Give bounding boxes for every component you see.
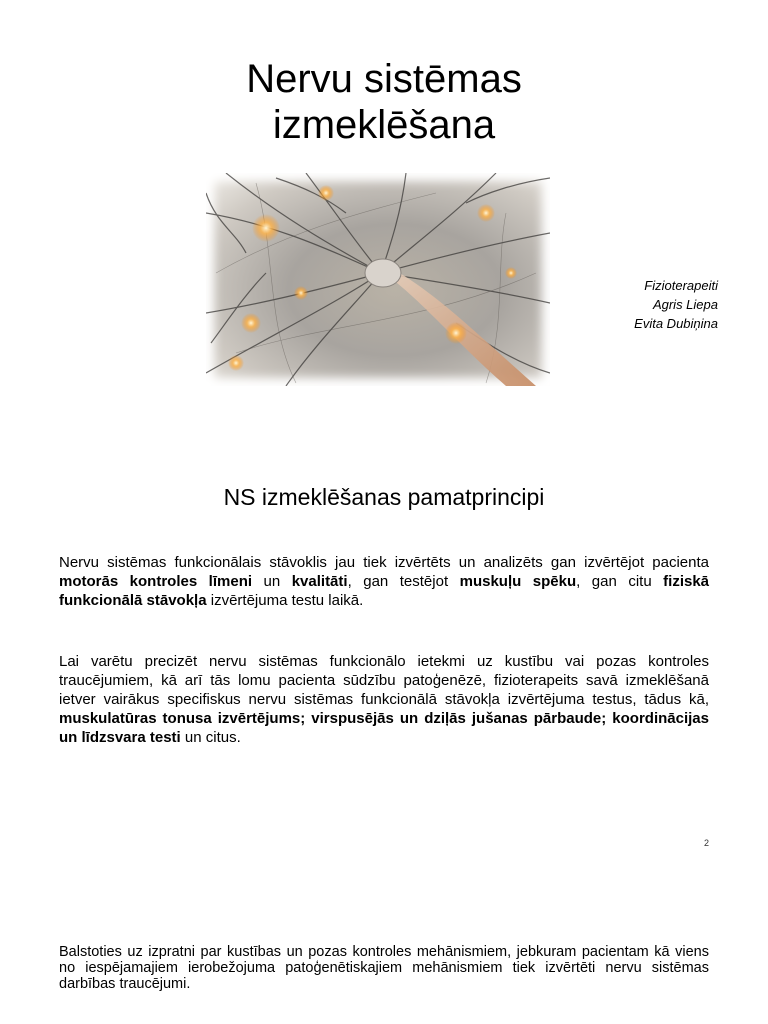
paragraph-3: Balstoties uz izpratni par kustības un pozas kontroles mehānismiem, jebkuram pacientam kā viens no iespējamajiem ierobežojuma patoģenētiskajiem mehānismiem tiek izvērtēti nervu sistēmas darbības traucējumi.: [59, 944, 709, 992]
page-number: 2: [703, 838, 709, 848]
author-name: Agris Liepa: [652, 297, 718, 312]
paragraph-bold: fiziskā funkcionālā stāvokļa: [59, 573, 710, 609]
paragraph-text: Lai varētu precizēt nervu sistēmas funkcionālo ietekmi uz kustību vai pozas kontroles traucējumiem, kā arī tās lomu pacienta sūdzību patoģenēzē, fizioterapeits savā izmeklēšanā ietver vairākus specifiskus nervu sistēmas funkcionālā stāvokļa izvērtējuma testus, tādus kā,: [59, 653, 709, 708]
paragraph-text: izvērtējuma testu laikā.: [206, 592, 364, 609]
section-heading: NS izmeklēšanas pamatprincipi: [223, 484, 545, 510]
title-line-2: izmeklēšana: [272, 103, 496, 147]
paragraph-text: un: [252, 573, 292, 590]
paragraph-text: , gan testējot: [347, 573, 460, 590]
paragraph-bold: kvalitāti: [291, 573, 348, 590]
title-line-1: Nervu sistēmas: [246, 57, 522, 101]
authors-role: Fizioterapeiti: [644, 278, 718, 293]
paragraph-text: , gan citu: [576, 573, 664, 590]
paragraph-1: [59, 553, 709, 610]
paragraph-text: un citus.: [180, 729, 241, 746]
neuron-image: [206, 173, 550, 386]
paragraph-2: [59, 652, 709, 747]
paragraph-bold: muskuļu spēku: [459, 573, 577, 590]
paragraph-bold: motorās kontroles līmeni: [59, 573, 253, 590]
paragraph-bold: muskulatūras tonusa izvērtējums; virspusējās un dziļās jušanas pārbaude; koordinācijas un līdzsvara testi: [59, 710, 709, 746]
document-title: [0, 56, 768, 148]
author-name: Evita Dubiņina: [634, 316, 718, 331]
paragraph-text: Nervu sistēmas funkcionālais stāvoklis jau tiek izvērtēts un analizēts gan izvērtējot pacienta: [59, 554, 709, 571]
authors-block: [634, 276, 718, 333]
